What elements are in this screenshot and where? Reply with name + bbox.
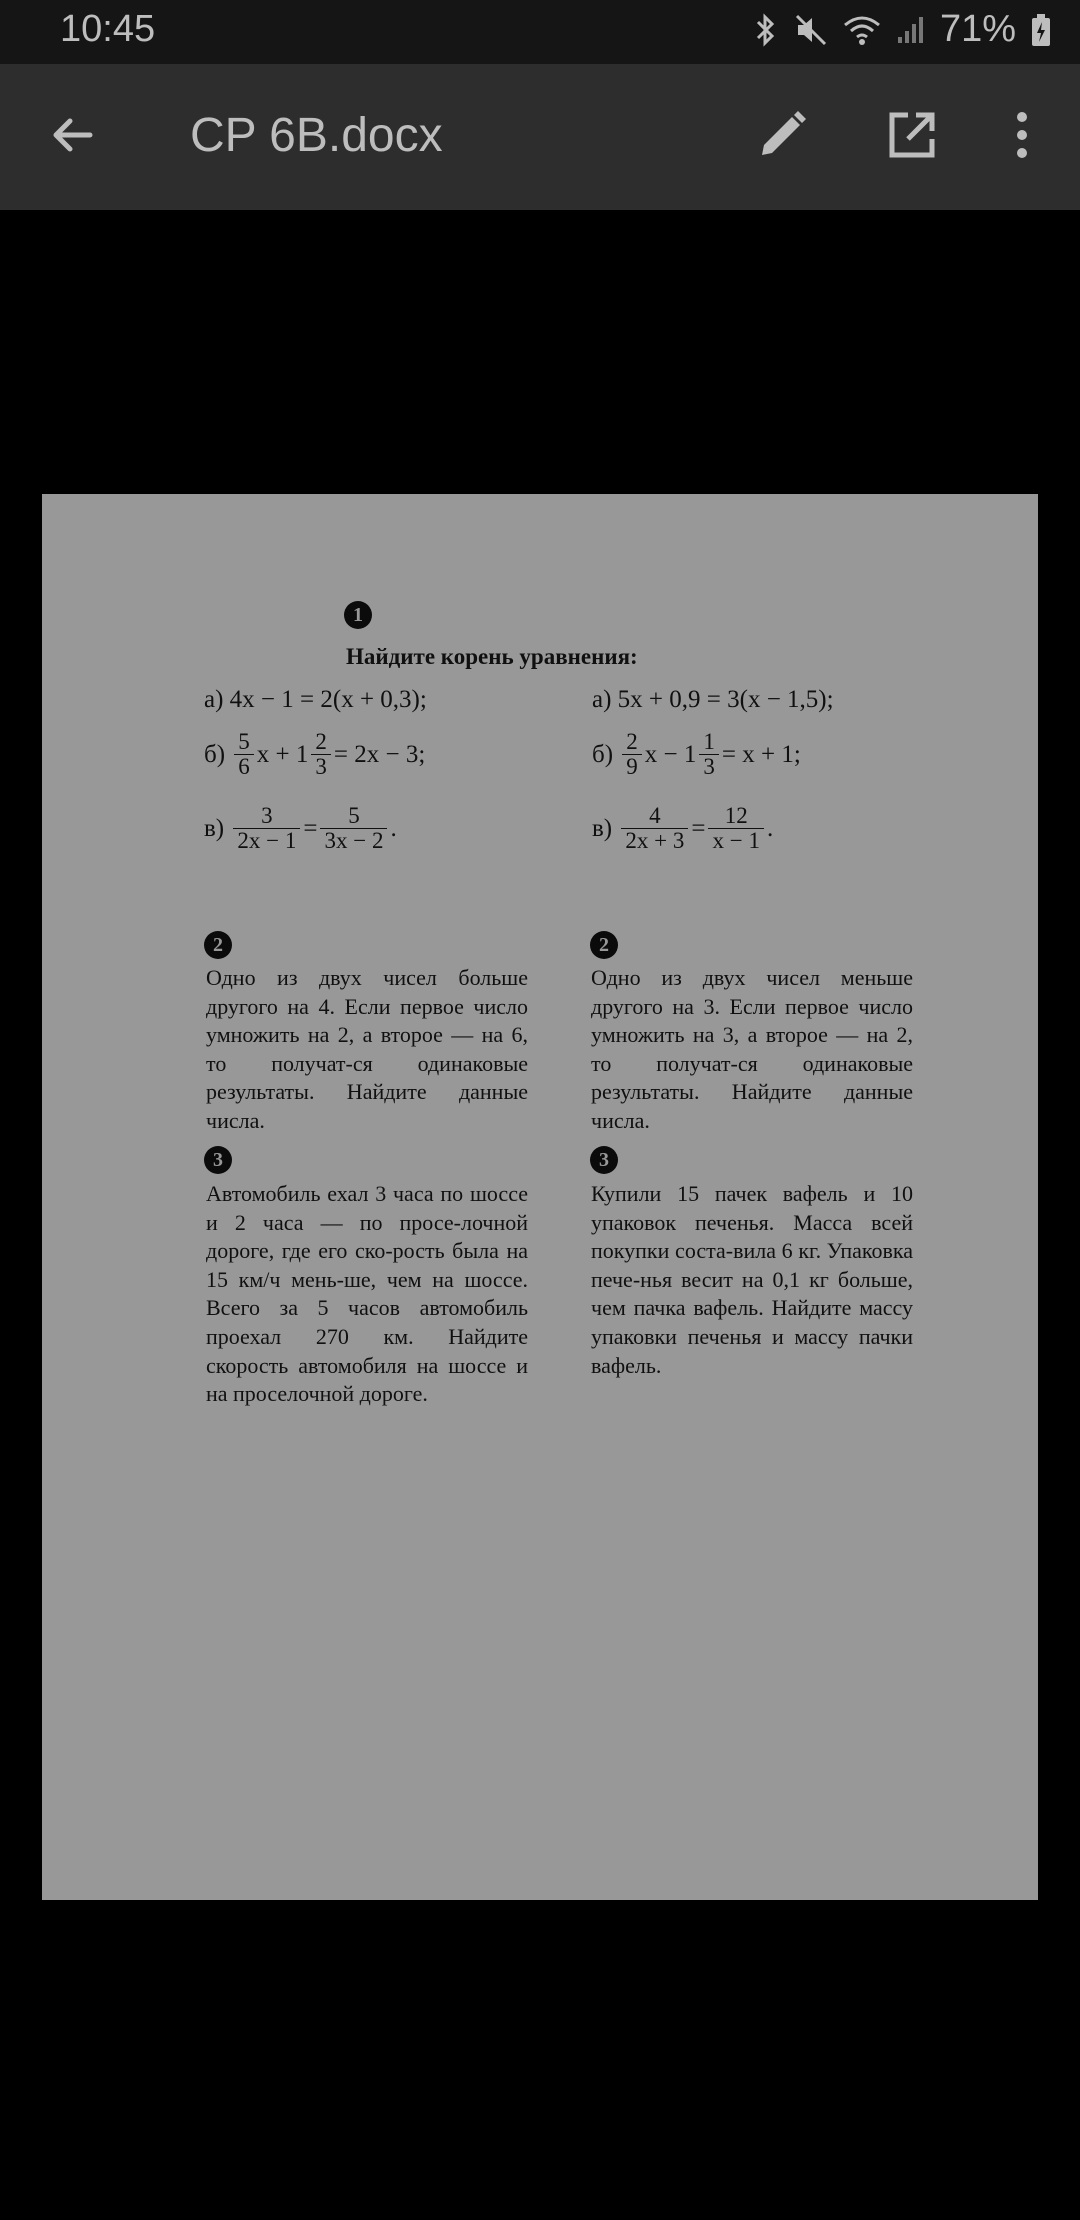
task2-left-number-badge: 2 [204,931,232,959]
task1-right-b [592,730,801,779]
open-external-icon [886,109,938,166]
task1-title: Найдите корень уравнения: [346,644,638,669]
eq-text: = [691,814,706,842]
task2-left-text: Одно из двух чисел больше другого на 4. Если первое число умножить на 2, а второе — на 6, то получат-ся одинаковые результаты. Найдите данные числа. [206,965,528,1133]
eq-text: x − 1 [644,740,697,768]
eq-label: б) [592,740,614,768]
fraction: $\frac{5}{3x - 2}$ [320,804,387,853]
status-bar [0,0,1080,64]
eq-label: в) [204,814,225,842]
back-button[interactable] [32,97,112,177]
eq-label: б) [204,740,226,768]
task2-right-number-badge: 2 [590,931,618,959]
task1-number-badge: 1 [344,601,372,629]
mute-icon [794,13,828,47]
open-in-button[interactable] [872,97,952,177]
edit-button[interactable] [742,97,822,177]
task1-right-a [592,686,834,714]
status-icons [752,8,1052,51]
fraction: $\frac{2}{9}$ [622,730,642,779]
arrow-back-icon [48,111,96,164]
eq-text: x + 1 [256,740,309,768]
battery-percent: 71% [939,8,1016,50]
task3-right-text: Купили 15 пачек вафель и 10 упаковок печенья. Масса всей покупки соста-вила 6 кг. Упаковка пече-нья весит на 0,1 кг больше, чем пачка вафель. Найдите массу упаковки печенья и массу пачки вафель. [591,1181,913,1378]
app-bar [0,64,1080,210]
task3-left-text: Автомобиль ехал 3 часа по шоссе и 2 часа — по просе-лочной дороге, где его ско-рость была на 15 км/ч мень-ше, чем на шоссе. Всего за 5 часов автомобиль проехал 270 км. Найдите скорость автомобиля на шоссе и на проселочной дороге. [206,1181,528,1407]
eq-label: а) [204,686,224,713]
fraction: $\frac{1}{3}$ [699,730,719,779]
fraction: $\frac{2}{3}$ [311,730,331,779]
more-vert-icon [1014,111,1030,164]
task3-right-number-badge: 3 [590,1146,618,1174]
eq-text: . [390,814,397,842]
fraction: $\frac{3}{2x - 1}$ [233,804,300,853]
task2-right-text: Одно из двух чисел меньше другого на 3. Если первое число умножить на 3, а второе — на 2, то получат-ся одинаковые результаты. Найдите данные числа. [591,965,913,1133]
more-options-button[interactable] [982,97,1062,177]
eq-text: 5x + 0,9 = 3(x − 1,5); [617,686,834,713]
task1-left-a [204,686,427,714]
fraction: $\frac{4}{2x + 3}$ [621,804,688,853]
bluetooth-icon [752,12,780,48]
task1-right-v [592,804,773,853]
eq-text: = 2x − 3; [333,740,426,768]
document-page[interactable] [42,494,1038,1900]
document-title: CP 6B.docx [190,109,443,162]
eq-label: а) [592,686,612,713]
eq-text: . [766,814,774,842]
eq-text: = [303,814,318,842]
fraction: $\frac{12}{x - 1}$ [708,804,763,853]
fraction: $\frac{5}{6}$ [234,730,254,779]
pencil-icon [756,109,808,166]
battery-icon [1030,13,1052,47]
wifi-icon [842,14,882,46]
task3-left-number-badge: 3 [204,1146,232,1174]
task1-left-b [204,730,425,779]
eq-text: 4x − 1 = 2(x + 0,3); [229,686,427,713]
task1-left-v [204,804,397,853]
signal-icon [896,15,926,45]
eq-text: = x + 1; [721,740,801,768]
status-time: 10:45 [60,8,156,50]
eq-label: в) [592,814,613,842]
